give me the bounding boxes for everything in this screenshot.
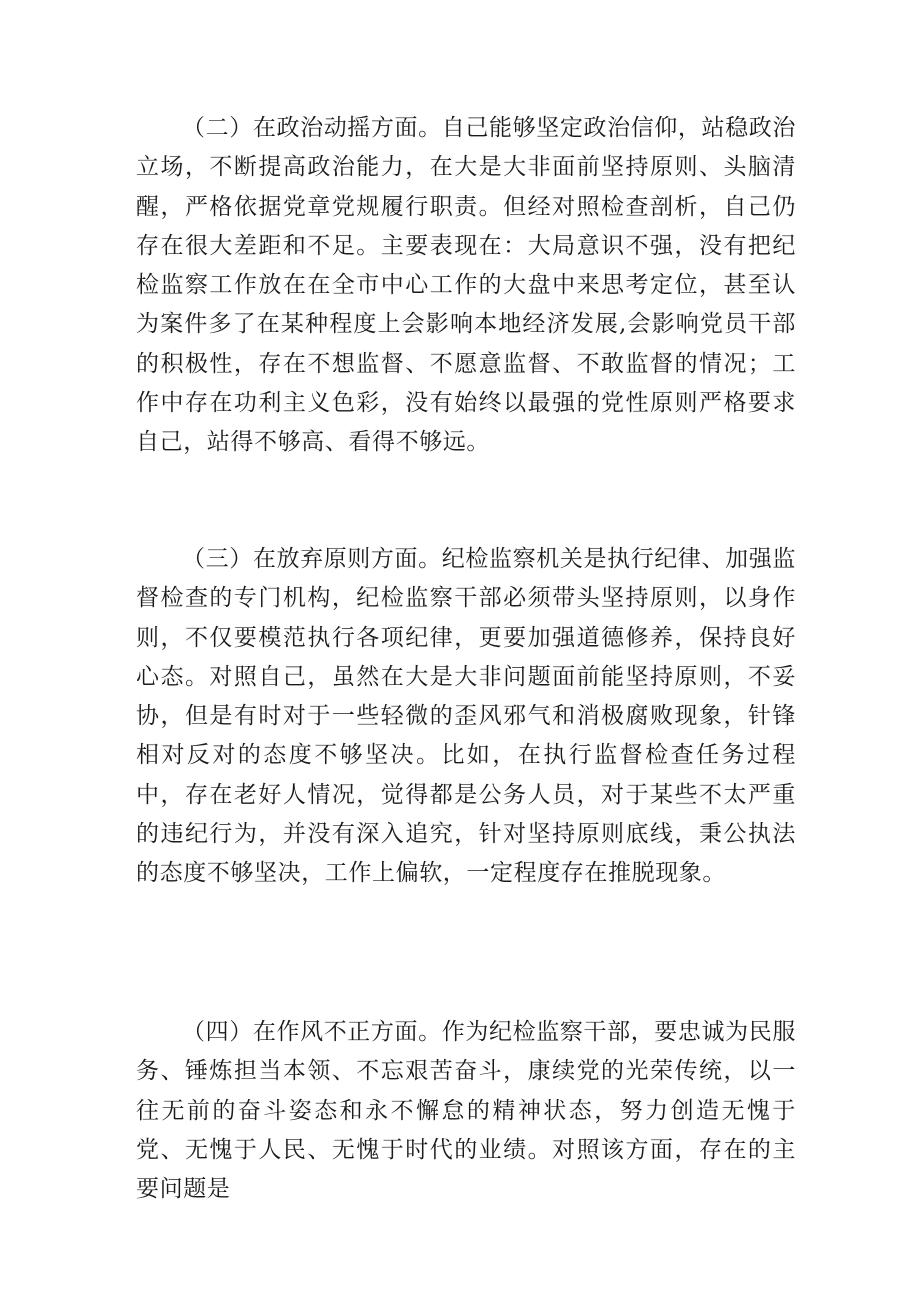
paragraph-improper-work-style: （四）在作风不正方面。作为纪检监察干部，要忠诚为民服务、锤炼担当本领、不忘艰苦奋斗，康续党的光荣传统，以一往无前的奋斗姿态和永不懈怠的精神状态，努力创造无愧于党、无愧于人民、无愧于时代的业绩。对照该方面，存在的主要问题是: [136, 1019, 796, 1203]
paragraph-abandoning-principles: （三）在放弃原则方面。纪检监察机关是执行纪律、加强监督检查的专门机构，纪检监察干部必须带头坚持原则，以身作则，不仅要模范执行各项纪律，更要加强道德修养，保持良好心态。对照自己，虽然在大是大非问题面前能坚持原则，不妥协，但是有时对于一些轻微的歪风邪气和消极腐败现象，针锋相对反对的态度不够坚决。比如，在执行监督检查任务过程中，存在老好人情况，觉得都是公务人员，对于某些不太严重的违纪行为，并没有深入追究，针对坚持原则底线，秉公执法的态度不够坚决，工作上偏软，一定程度存在推脱现象。: [136, 546, 796, 887]
paragraph-political-wavering: （二）在政治动摇方面。自己能够坚定政治信仰，站稳政治立场，不断提高政治能力，在大是大非面前坚持原则、头脑清醒，严格依据党章党规履行职责。但经对照检查剖析，自己仍存在很大差距和不足。主要表现在：大局意识不强，没有把纪检监察工作放在在全市中心工作的大盘中来思考定位，甚至认为案件多了在某种程度上会影响本地经济发展,会影响党员干部的积极性，存在不想监督、不愿意监督、不敢监督的情况；工作中存在功利主义色彩，没有始终以最强的党性原则严格要求自己，站得不够高、看得不够远。: [136, 115, 796, 456]
